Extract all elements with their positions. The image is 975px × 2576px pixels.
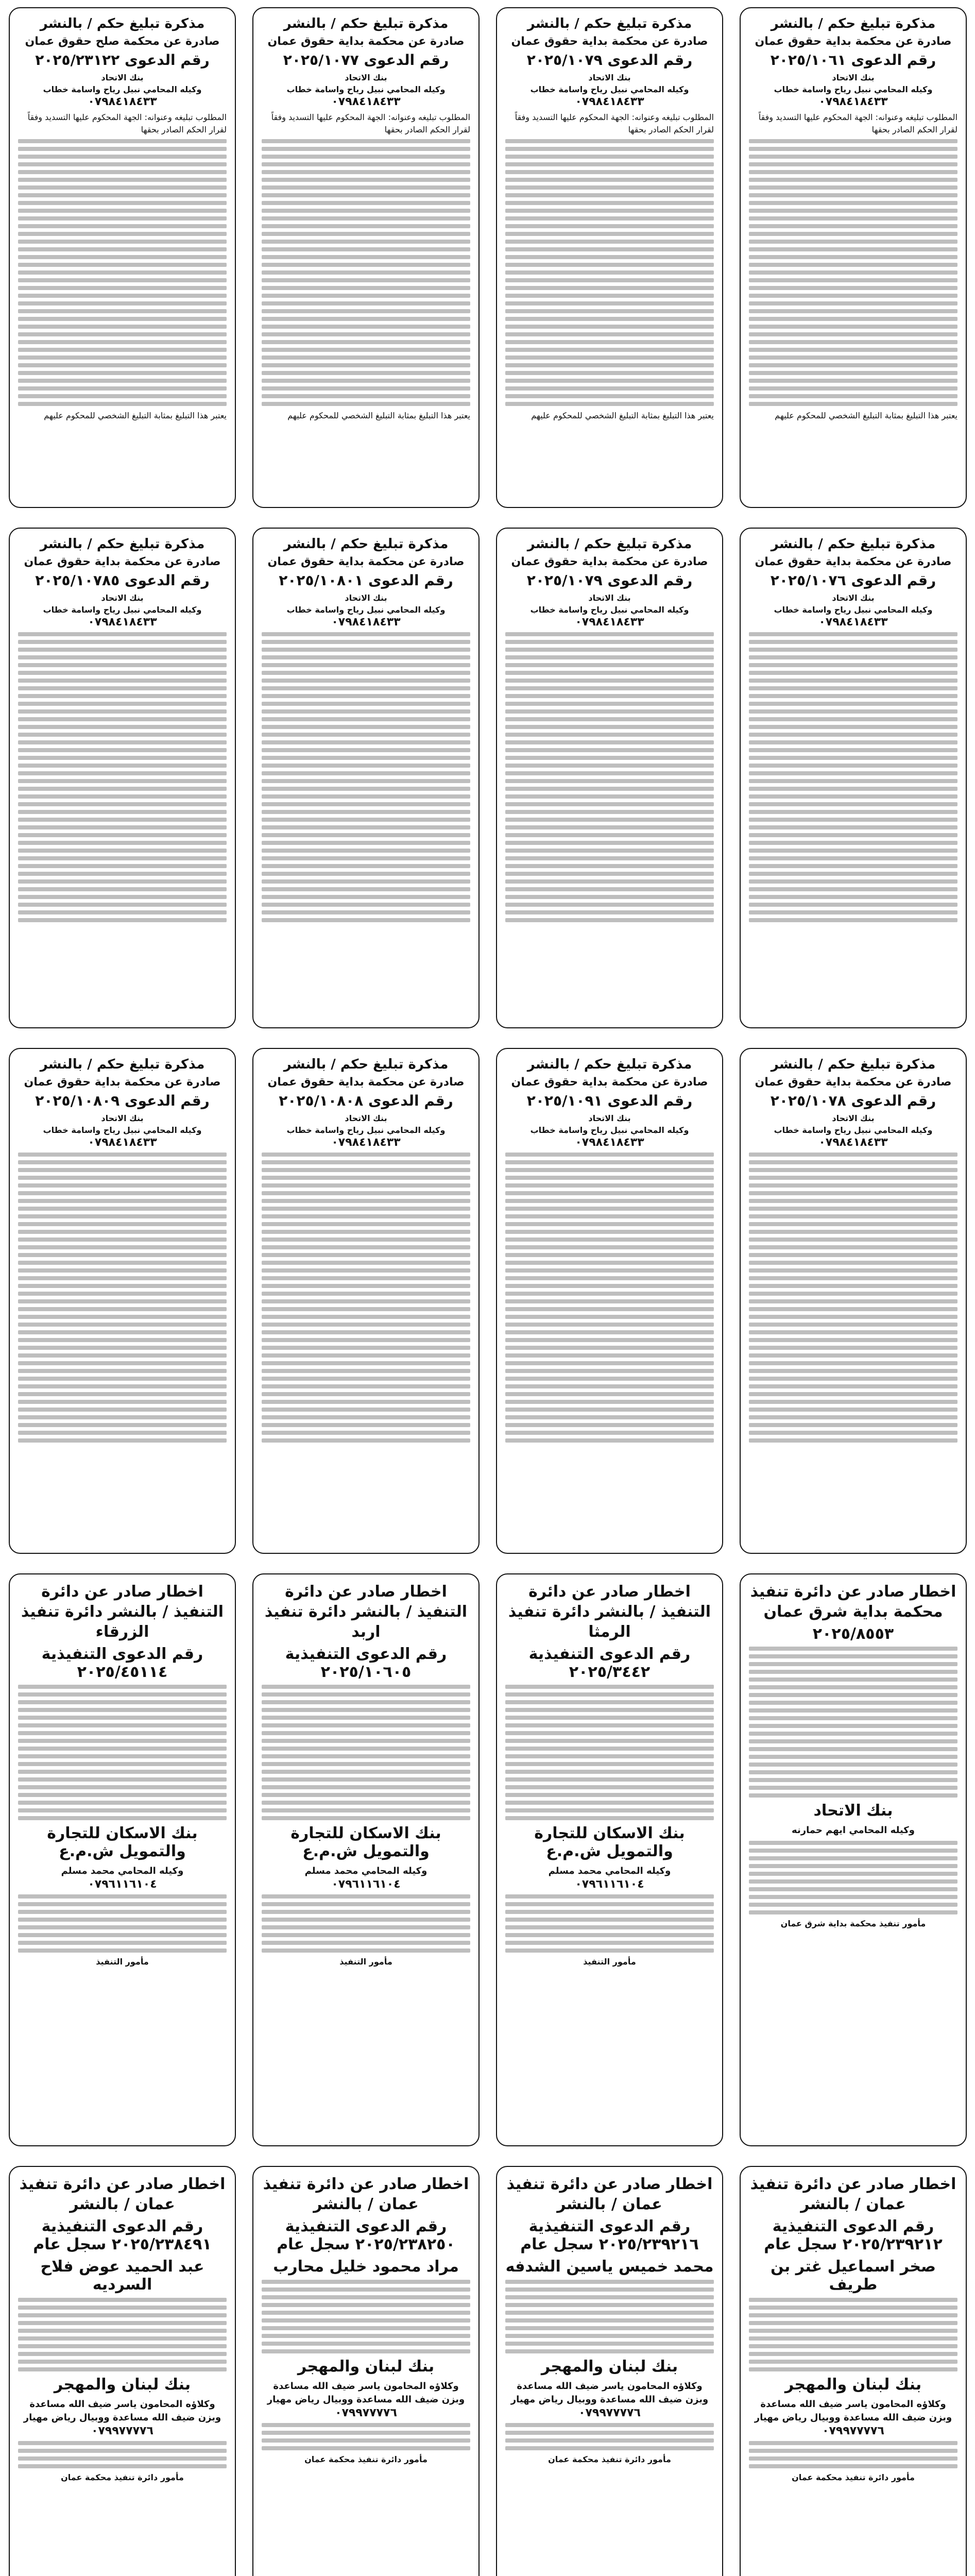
plaintiff-label: بنك الاتحاد [345, 73, 387, 82]
case-number: رقم الدعوى ٢٠٢٥/١٠٧٩ [526, 52, 693, 69]
execution-box [740, 2166, 967, 2576]
execution-card [1, 1566, 244, 2154]
attorney-name: وكيله المحامي ايهم حمارنه [792, 1825, 915, 1836]
phone-number: ٠٧٩٩٧٧٧٧٦ [578, 2406, 641, 2420]
bank-name: بنك لبنان والمهجر [784, 2376, 922, 2394]
phone-number: ٠٧٩٨٤١٨٤٣٣ [818, 1136, 888, 1149]
execution-card [1, 2159, 244, 2576]
notice-header: اخطار صادر عن دائرة التنفيذ / بالنشر دائرة تنفيذ الرمثا [508, 1583, 711, 1641]
notices-row-3 [0, 1041, 975, 1561]
plaintiff-label: بنك الاتحاد [588, 1113, 631, 1123]
notice-header: مذكرة تبليغ حكم / بالنشر [283, 16, 449, 31]
attorney-name: وكيله المحامي نبيل رياح واسامة خطاب [43, 84, 202, 95]
notice-header: اخطار صادر عن دائرة التنفيذ / بالنشر دائرة تنفيذ اربد [264, 1583, 468, 1641]
creditor-name: بنك الاسكان للتجارة والتمويل ش.م.ع [534, 1824, 685, 1860]
case-number: رقم الدعوى التنفيذية ٢٠٢٥/٢٣٨٢٥٠ سجل عام [277, 2217, 455, 2253]
notice-card [244, 1041, 488, 1561]
plaintiff-label: بنك الاتحاد [101, 1113, 144, 1123]
case-number: رقم الدعوى ٢٠٢٥/١٠٨٠٨ [279, 1092, 453, 1109]
notice-header: مذكرة تبليغ حكم / بالنشر [527, 1057, 692, 1072]
case-number: رقم الدعوى ٢٠٢٥/١٠٧٨٥ [35, 572, 210, 589]
notice-closing: يعتبر هذا التبليغ بمثابة التبليغ الشخصي للمحكوم عليهم [287, 410, 470, 420]
plaintiff-label: بنك الاتحاد [345, 1113, 387, 1123]
notice-header: مذكرة تبليغ حكم / بالنشر [771, 1057, 936, 1072]
court-name: صادرة عن محكمة بداية حقوق عمان [755, 555, 952, 568]
phone-number: ٠٧٩٦١١٦١٠٤ [88, 1878, 157, 1891]
debtor-name: مراد محمود خليل محارب [273, 2258, 459, 2276]
court-name: صادرة عن محكمة بداية حقوق عمان [24, 1075, 221, 1089]
attorney-name: وكيله المحامي نبيل رياح واسامة خطاب [286, 605, 446, 615]
plaintiff-label: بنك الاتحاد [101, 593, 144, 603]
attorney-name: وكيله المحامي نبيل رياح واسامة خطاب [774, 605, 933, 615]
execution-card [244, 2159, 488, 2576]
notice-box [252, 528, 480, 1028]
execution-box [496, 2166, 723, 2576]
execution-box [740, 1573, 967, 2146]
notice-summary: المطلوب تبليغه وعنوانه: الجهة المحكوم عليها التسديد وفقاً لقرار الحكم الصادر بحقها [271, 112, 470, 134]
execution-row-2 [0, 2159, 975, 2576]
notice-header: مذكرة تبليغ حكم / بالنشر [40, 536, 205, 552]
case-number: رقم الدعوى ٢٠٢٥/١٠٧٦ [770, 572, 936, 589]
attorney-name: وكيله المحامي نبيل رياح واسامة خطاب [530, 605, 689, 615]
court-name: صادرة عن محكمة بداية حقوق عمان [755, 35, 952, 48]
court-name: صادرة عن محكمة بداية حقوق عمان [511, 1075, 708, 1089]
notices-row-2 [0, 520, 975, 1036]
execution-card [731, 1566, 975, 2154]
attorney-name: وكيله المحامي نبيل رياح واسامة خطاب [774, 1125, 933, 1136]
bank-name: بنك لبنان والمهجر [297, 2358, 435, 2376]
phone-number: ٠٧٩٨٤١٨٤٣٣ [575, 616, 644, 629]
notice-header: اخطار صادر عن دائرة التنفيذ / بالنشر دائرة تنفيذ الزرقاء [21, 1583, 224, 1641]
notice-footer: مأمور تنفيذ محكمة بداية شرق عمان [780, 1919, 926, 1929]
notice-header: مذكرة تبليغ حكم / بالنشر [527, 536, 692, 552]
phone-number: ٠٧٩٨٤١٨٤٣٣ [88, 1136, 157, 1149]
debtor-name: محمد خميس ياسين الشدفه [505, 2258, 714, 2276]
court-name: صادرة عن محكمة صلح حقوق عمان [25, 35, 220, 48]
plaintiff-label: بنك الاتحاد [588, 593, 631, 603]
notice-footer: مأمور التنفيذ [583, 1957, 636, 1967]
creditor-name: بنك الاسكان للتجارة والتمويل ش.م.ع [47, 1824, 198, 1860]
court-name: صادرة عن محكمة بداية حقوق عمان [24, 555, 221, 568]
notice-card [244, 0, 488, 515]
attorneys: وكلاؤه المحامون ياسر ضيف الله مساعدة وبزن ضيف الله مساعدة ووبيال رياض مهيار [754, 2399, 952, 2424]
notice-card [731, 0, 975, 515]
notice-box [9, 1048, 236, 1554]
attorney-name: وكيله المحامي محمد مسلم [61, 1866, 184, 1876]
notice-footer: مأمور دائرة تنفيذ محكمة عمان [548, 2454, 671, 2465]
notice-card [244, 520, 488, 1036]
execution-card [488, 2159, 731, 2576]
phone-number: ٠٧٩٨٤١٨٤٣٣ [88, 95, 157, 109]
notice-summary: المطلوب تبليغه وعنوانه: الجهة المحكوم عليها التسديد وفقاً لقرار الحكم الصادر بحقها [27, 112, 227, 134]
notice-card [731, 1041, 975, 1561]
case-number: رقم الدعوى التنفيذية ٢٠٢٥/٤٥١١٤ [41, 1645, 203, 1681]
execution-card [244, 1566, 488, 2154]
notice-box [740, 7, 967, 508]
attorney-name: وكيله المحامي نبيل رياح واسامة خطاب [774, 84, 933, 95]
execution-card [731, 2159, 975, 2576]
attorney-name: وكيله المحامي محمد مسلم [304, 1866, 427, 1876]
case-number: رقم الدعوى التنفيذية ٢٠٢٥/٢٣٩٢١٦ سجل عام [520, 2217, 699, 2253]
plaintiff-label: بنك الاتحاد [832, 1113, 875, 1123]
case-number: رقم الدعوى ٢٠٢٥/١٠٨٠١ [279, 572, 453, 589]
case-number: رقم الدعوى ٢٠٢٥/١٠٧٨ [770, 1092, 936, 1109]
notice-card [488, 1041, 731, 1561]
notice-header: اخطار صادر عن دائرة تنفيذ عمان / بالنشر [750, 2175, 956, 2213]
notice-footer: مأمور دائرة تنفيذ محكمة عمان [61, 2472, 184, 2483]
phone-number: ٠٧٩٦١١٦١٠٤ [331, 1878, 401, 1891]
court-name: صادرة عن محكمة بداية حقوق عمان [755, 1075, 952, 1089]
creditor-name: بنك الاسكان للتجارة والتمويل ش.م.ع [290, 1824, 441, 1860]
attorney-name: وكيله المحامي نبيل رياح واسامة خطاب [286, 84, 446, 95]
phone-number: ٠٧٩٨٤١٨٤٣٣ [331, 95, 401, 109]
execution-box [9, 2166, 236, 2576]
notice-box [496, 7, 723, 508]
case-number: رقم الدعوى التنفيذية ٢٠٢٥/٣٤٤٢ [528, 1645, 691, 1681]
debtor-name: صخر اسماعيل غتر بن طريف [771, 2258, 936, 2294]
notice-box [9, 528, 236, 1028]
execution-card [488, 1566, 731, 2154]
phone-number: ٠٧٩٨٤١٨٤٣٣ [88, 616, 157, 629]
execution-box [252, 1573, 480, 2146]
phone-number: ٠٧٩٨٤١٨٤٣٣ [331, 1136, 401, 1149]
notice-box [496, 1048, 723, 1554]
notice-footer: مأمور دائرة تنفيذ محكمة عمان [304, 2454, 427, 2465]
case-number: رقم الدعوى ٢٠٢٥/٢٣١٢٢ [35, 52, 210, 69]
plaintiff-label: بنك الاتحاد [588, 73, 631, 82]
case-number: ٢٠٢٥/٨٥٥٣ [812, 1625, 894, 1643]
execution-row-1 [0, 1566, 975, 2154]
plaintiff-label: بنك الاتحاد [832, 593, 875, 603]
attorney-name: وكيله المحامي نبيل رياح واسامة خطاب [286, 1125, 446, 1136]
case-number: رقم الدعوى ٢٠٢٥/١٠٧٩ [526, 572, 693, 589]
notice-summary: المطلوب تبليغه وعنوانه: الجهة المحكوم عليها التسديد وفقاً لقرار الحكم الصادر بحقها [515, 112, 714, 134]
notice-box [740, 1048, 967, 1554]
attorney-name: وكيله المحامي نبيل رياح واسامة خطاب [43, 605, 202, 615]
notice-card [1, 0, 244, 515]
execution-box [252, 2166, 480, 2576]
attorney-name: وكيله المحامي نبيل رياح واسامة خطاب [530, 84, 689, 95]
case-number: رقم الدعوى التنفيذية ٢٠٢٥/٢٣٨٤٩١ سجل عام [33, 2217, 212, 2253]
notice-card [731, 520, 975, 1036]
phone-number: ٠٧٩٩٧٧٧٧٦ [335, 2406, 397, 2420]
case-number: رقم الدعوى ٢٠٢٥/١٠٦١ [770, 52, 936, 69]
phone-number: ٠٧٩٨٤١٨٤٣٣ [818, 616, 888, 629]
notice-closing: يعتبر هذا التبليغ بمثابة التبليغ الشخصي للمحكوم عليهم [775, 410, 957, 420]
notice-header: مذكرة تبليغ حكم / بالنشر [40, 16, 205, 31]
phone-number: ٠٧٩٨٤١٨٤٣٣ [331, 616, 401, 629]
plaintiff-label: بنك الاتحاد [345, 593, 387, 603]
notice-card [1, 520, 244, 1036]
notices-row-1 [0, 0, 975, 515]
notice-box [9, 7, 236, 508]
bank-name: بنك لبنان والمهجر [541, 2358, 678, 2376]
attorney-name: وكيله المحامي نبيل رياح واسامة خطاب [530, 1125, 689, 1136]
attorneys: وكلاؤه المحامون ياسر ضيف الله مساعدة وبزن ضيف الله مساعدة ووبيال رياض مهيار [510, 2381, 709, 2405]
notice-closing: يعتبر هذا التبليغ بمثابة التبليغ الشخصي للمحكوم عليهم [531, 410, 714, 420]
notice-header: اخطار صادر عن دائرة تنفيذ محكمة بداية شرق عمان [750, 1583, 956, 1621]
notice-header: مذكرة تبليغ حكم / بالنشر [283, 536, 449, 552]
execution-box [496, 1573, 723, 2146]
court-name: صادرة عن محكمة بداية حقوق عمان [511, 35, 708, 48]
court-name: صادرة عن محكمة بداية حقوق عمان [267, 35, 465, 48]
court-name: صادرة عن محكمة بداية حقوق عمان [267, 555, 465, 568]
attorney-name: وكيله المحامي نبيل رياح واسامة خطاب [43, 1125, 202, 1136]
creditor-name: بنك الاتحاد [813, 1802, 893, 1820]
notice-header: اخطار صادر عن دائرة تنفيذ عمان / بالنشر [19, 2175, 226, 2213]
attorneys: وكلاؤه المحامون ياسر ضيف الله مساعدة وبزن ضيف الله مساعدة ووبيال رياض مهيار [23, 2399, 221, 2424]
notice-card [488, 520, 731, 1036]
notice-box [496, 528, 723, 1028]
case-number: رقم الدعوى ٢٠٢٥/١٠٨٠٩ [35, 1092, 210, 1109]
notice-header: مذكرة تبليغ حكم / بالنشر [771, 16, 936, 31]
phone-number: ٠٧٩٨٤١٨٤٣٣ [818, 95, 888, 109]
debtor-name: عبد الحميد عوض فلاح السرديه [40, 2258, 204, 2294]
phone-number: ٠٧٩٩٧٧٧٧٦ [91, 2425, 153, 2438]
notice-header: اخطار صادر عن دائرة تنفيذ عمان / بالنشر [506, 2175, 713, 2213]
plaintiff-label: بنك الاتحاد [832, 73, 875, 82]
plaintiff-label: بنك الاتحاد [101, 73, 144, 82]
notice-header: مذكرة تبليغ حكم / بالنشر [40, 1057, 205, 1072]
phone-number: ٠٧٩٦١١٦١٠٤ [575, 1878, 644, 1891]
notice-header: مذكرة تبليغ حكم / بالنشر [527, 16, 692, 31]
phone-number: ٠٧٩٨٤١٨٤٣٣ [575, 95, 644, 109]
notice-card [1, 1041, 244, 1561]
notice-card [488, 0, 731, 515]
execution-box [9, 1573, 236, 2146]
phone-number: ٠٧٩٨٤١٨٤٣٣ [575, 1136, 644, 1149]
notice-closing: يعتبر هذا التبليغ بمثابة التبليغ الشخصي للمحكوم عليهم [44, 410, 227, 420]
notice-header: مذكرة تبليغ حكم / بالنشر [283, 1057, 449, 1072]
attorney-name: وكيله المحامي محمد مسلم [548, 1866, 671, 1876]
attorneys: وكلاؤه المحامون ياسر ضيف الله مساعدة وبزن ضيف الله مساعدة ووبيال رياض مهيار [267, 2381, 465, 2405]
notice-box [252, 7, 480, 508]
case-number: رقم الدعوى ٢٠٢٥/١٠٩١ [526, 1092, 693, 1109]
notice-header: مذكرة تبليغ حكم / بالنشر [771, 536, 936, 552]
bank-name: بنك لبنان والمهجر [54, 2376, 191, 2394]
case-number: رقم الدعوى التنفيذية ٢٠٢٥/٢٣٩٢١٢ سجل عام [764, 2217, 943, 2253]
phone-number: ٠٧٩٩٧٧٧٧٦ [822, 2425, 884, 2438]
case-number: رقم الدعوى ٢٠٢٥/١٠٧٧ [283, 52, 449, 69]
notice-header: اخطار صادر عن دائرة تنفيذ عمان / بالنشر [263, 2175, 469, 2213]
notice-box [740, 528, 967, 1028]
notice-box [252, 1048, 480, 1554]
notice-footer: مأمور دائرة تنفيذ محكمة عمان [792, 2472, 915, 2483]
notice-footer: مأمور التنفيذ [96, 1957, 149, 1967]
notice-footer: مأمور التنفيذ [339, 1957, 392, 1967]
court-name: صادرة عن محكمة بداية حقوق عمان [511, 555, 708, 568]
notice-summary: المطلوب تبليغه وعنوانه: الجهة المحكوم عليها التسديد وفقاً لقرار الحكم الصادر بحقها [758, 112, 957, 134]
court-name: صادرة عن محكمة بداية حقوق عمان [267, 1075, 465, 1089]
case-number: رقم الدعوى التنفيذية ٢٠٢٥/١٠٦٠٥ [285, 1645, 447, 1681]
